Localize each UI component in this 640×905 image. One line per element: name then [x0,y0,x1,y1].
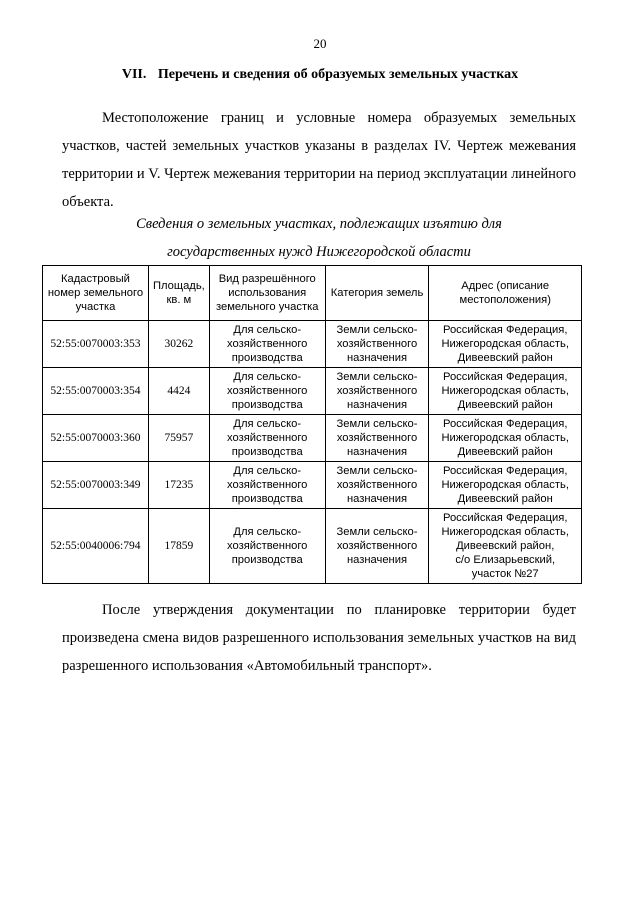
cell-cadastral: 52:55:0040006:794 [43,509,149,584]
cell-land-category: Земли сельско- хозяйственного назначения [325,415,429,462]
cell-land-category: Земли сельско- хозяйственного назначения [325,321,429,368]
land-plots-table [42,265,582,584]
header-land-category: Категория земель [325,266,429,321]
cell-area: 17859 [148,509,209,584]
table-caption [62,210,576,266]
cell-area: 17235 [148,462,209,509]
outro-paragraph: После утверждения документации по планировке территории будет произведена смена видов разрешенного использования земельных участков на вид разрешенного использования «Автомобильный транспорт». [62,602,576,674]
table-row [43,415,582,462]
section-heading [0,67,640,83]
page-number: 20 [313,36,327,51]
cell-area: 30262 [148,321,209,368]
table-row [43,368,582,415]
cell-land-category: Земли сельско- хозяйственного назначения [325,509,429,584]
cell-land-category: Земли сельско- хозяйственного назначения [325,462,429,509]
cell-permitted-use: Для сельско- хозяйственного производства [209,415,325,462]
table-row [43,321,582,368]
cell-cadastral: 52:55:0070003:360 [43,415,149,462]
cell-permitted-use: Для сельско- хозяйственного производства [209,368,325,415]
cell-area: 75957 [148,415,209,462]
intro-paragraph: Местоположение границ и условные номера образуемых земельных участков, частей земельных участков указаны в разделах IV. Чертеж межевания территории и V. Чертеж межевания территории на период эксплуатации линейного объекта. [62,110,576,210]
header-area: Площадь, кв. м [148,266,209,321]
table-row [43,509,582,584]
cell-address: Российская Федерация, Нижегородская область, Дивеевский район [429,415,582,462]
caption-line-1: Сведения о земельных участках, подлежащих изъятию для [136,216,502,232]
cell-area: 4424 [148,368,209,415]
section-title: Перечень и сведения об образуемых земельных участках [157,67,519,82]
cell-address: Российская Федерация, Нижегородская область, Дивеевский район [429,368,582,415]
table-header-row [43,266,582,321]
cell-cadastral: 52:55:0070003:354 [43,368,149,415]
header-address: Адрес (описание местоположения) [429,266,582,321]
cell-land-category: Земли сельско- хозяйственного назначения [325,368,429,415]
header-permitted-use: Вид разрешённого использования земельного участка [209,266,325,321]
cell-permitted-use: Для сельско- хозяйственного производства [209,321,325,368]
header-cadastral: Кадастровый номер земельного участка [43,266,149,321]
cell-cadastral: 52:55:0070003:349 [43,462,149,509]
table-row [43,462,582,509]
caption-line-2: государственных нужд Нижегородской области [167,244,471,260]
cell-address: Российская Федерация, Нижегородская область, Дивеевский район, с/о Елизарьевский, участок №27 [429,509,582,584]
cell-cadastral: 52:55:0070003:353 [43,321,149,368]
cell-address: Российская Федерация, Нижегородская область, Дивеевский район [429,321,582,368]
land-plots-table-container [42,265,582,584]
section-number: VII. [121,67,147,82]
cell-permitted-use: Для сельско- хозяйственного производства [209,509,325,584]
cell-address: Российская Федерация, Нижегородская область, Дивеевский район [429,462,582,509]
cell-permitted-use: Для сельско- хозяйственного производства [209,462,325,509]
